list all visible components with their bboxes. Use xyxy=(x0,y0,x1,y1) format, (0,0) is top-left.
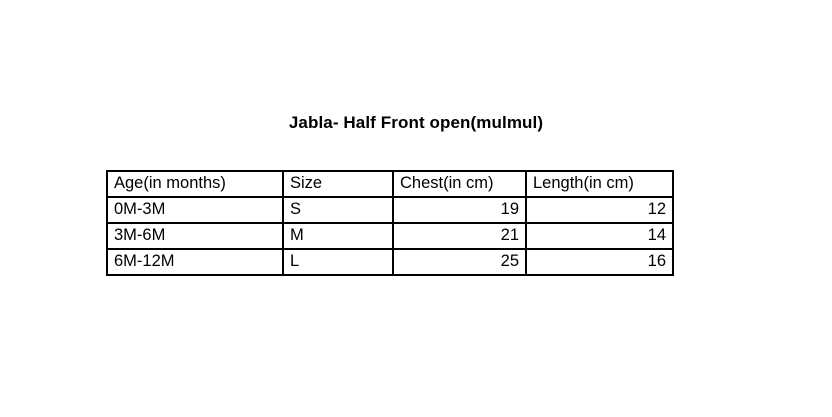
cell-size: L xyxy=(283,249,393,275)
cell-age: 6M-12M xyxy=(107,249,283,275)
cell-chest: 19 xyxy=(393,197,526,223)
table-row xyxy=(107,223,673,249)
table-row xyxy=(107,249,673,275)
cell-chest: 25 xyxy=(393,249,526,275)
column-header-length: Length(in cm) xyxy=(526,171,673,197)
table-header-row xyxy=(107,171,673,197)
column-header-age: Age(in months) xyxy=(107,171,283,197)
table-row xyxy=(107,197,673,223)
cell-length: 14 xyxy=(526,223,673,249)
page-title: Jabla- Half Front open(mulmul) xyxy=(288,113,544,132)
cell-length: 16 xyxy=(526,249,673,275)
table-body xyxy=(107,197,673,275)
cell-size: M xyxy=(283,223,393,249)
cell-age: 0M-3M xyxy=(107,197,283,223)
cell-age: 3M-6M xyxy=(107,223,283,249)
cell-length: 12 xyxy=(526,197,673,223)
cell-chest: 21 xyxy=(393,223,526,249)
column-header-chest: Chest(in cm) xyxy=(393,171,526,197)
table-header xyxy=(107,171,673,197)
size-chart-table xyxy=(106,170,674,276)
cell-size: S xyxy=(283,197,393,223)
column-header-size: Size xyxy=(283,171,393,197)
